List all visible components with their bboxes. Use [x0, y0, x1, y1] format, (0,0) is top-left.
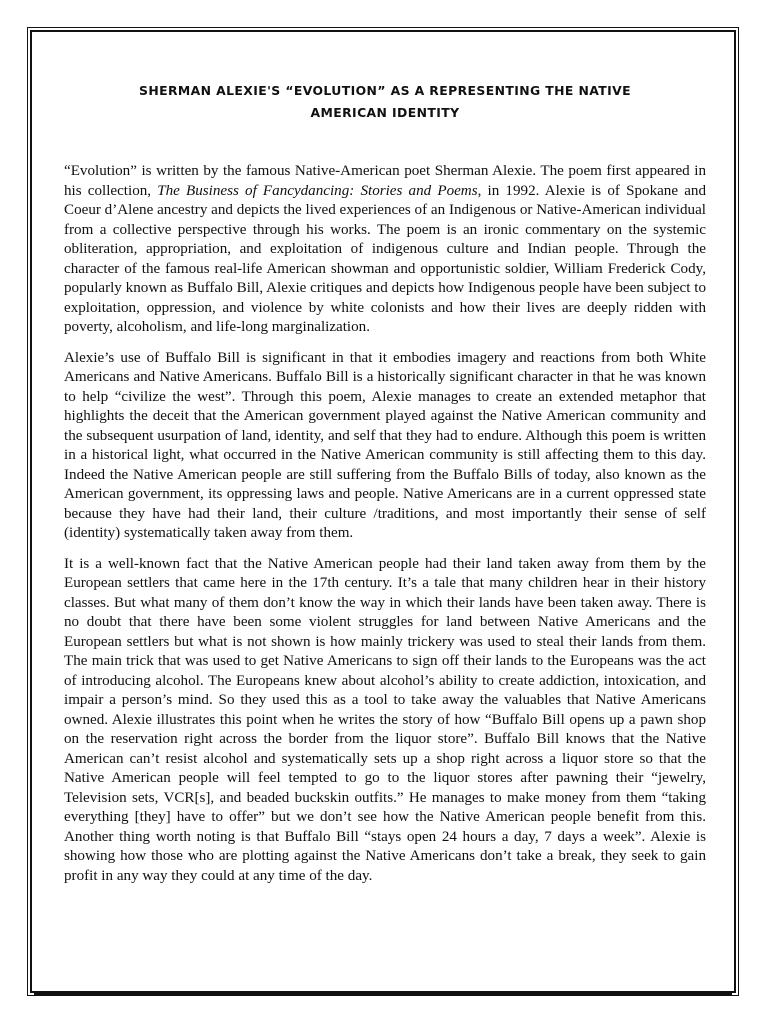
paragraph-2: Alexie’s use of Buffalo Bill is significant in that it embodies imagery and reactions from both White Americans and Native Americans. Buffalo Bill is a historically significant character in that he was known to help “civilize the west”. Through this poem, Alexie manages to create an extended metaphor that highlights the deceit that the American government played against the Native American community and the subsequent usurpation of land, identity, and self that they had to endure. Although this poem is written in a historical light, what occurred in the Native American community is still affecting them to this day. Indeed the Native American people are still suffering from the Buffalo Bills of today, also known as the American government, its oppressing laws and people. Native Americans are in a current oppressed state because they have had their land, their culture /traditions, and most importantly their sense of self (identity) systematically taken away from them.	[64, 349, 706, 541]
paragraph-3: It is a well-known fact that the Native American people had their land taken away from them by the European settlers that came here in the 17th century. It’s a tale that many children hear in their history classes. But what many of them don’t know the way in which their lands have been taken away. There is no doubt that there have been some violent struggles for land between Native Americans and the European settlers but what is not shown is how mainly trickery was used to steal their lands from them. The main trick that was used to get Native Americans to sign off their lands to the Europeans was the act of introducing alcohol. The Europeans knew about alcohol’s ability to create addiction, intoxication, and impair a person’s mind. So they used this as a tool to take away the valuables that Native Americans owned. Alexie illustrates this point when he writes the story of how “Buffalo Bill opens up a pawn shop on the reservation right across the border from the liquor store”. Buffalo Bill knows that the Native American can’t resist alcohol and systematically sets up a shop right across a liquor store so that the Native American people will feel tempted to go to the liquor stores after pawning their “jewelry, Television sets, VCR[s], and beaded buckskin outfits.” He manages to make money from them “taking everything [they] have to offer” but we don’t see how the Native American people benefit from this. Another thing worth noting is that Buffalo Bill “stays open 24 hours a day, 7 days a week”. Alexie is showing how those who are plotting against the Native Americans don’t take a break, they seek to gain profit in any way they could at any time of the day.	[64, 555, 706, 884]
document-body	[64, 80, 706, 897]
collection-title: The Business of Fancydancing: Stories and Poems	[157, 182, 478, 199]
document-title: SHERMAN ALEXIE'S “EVOLUTION” AS A REPRESENTING THE NATIVE AMERICAN IDENTITY	[139, 83, 631, 120]
paragraph-1	[64, 162, 706, 338]
paragraph-1-before: “Evolution” is written by the famous Native-American poet Sherman Alexie. The poem first appeared in his collection,	[64, 163, 706, 199]
paragraph-1-after: , in 1992. Alexie is of Spokane and Coeur d’Alene ancestry and depicts the lived experiences of an Indigenous or Native-American individual from a collective perspective through his works. The poem is an ironic commentary on the systemic obliteration, appropriation, and exploitation of indigenous culture and Indian people. Through the character of the famous real-life American showman and opportunistic soldier, William Frederick Cody, popularly known as Buffalo Bill, Alexie critiques and depicts how Indigenous people have been subject to exploitation, oppression, and violence by white colonists and how their lives are deeply ridden with poverty, alcoholism, and life-long marginalization.	[64, 182, 707, 335]
